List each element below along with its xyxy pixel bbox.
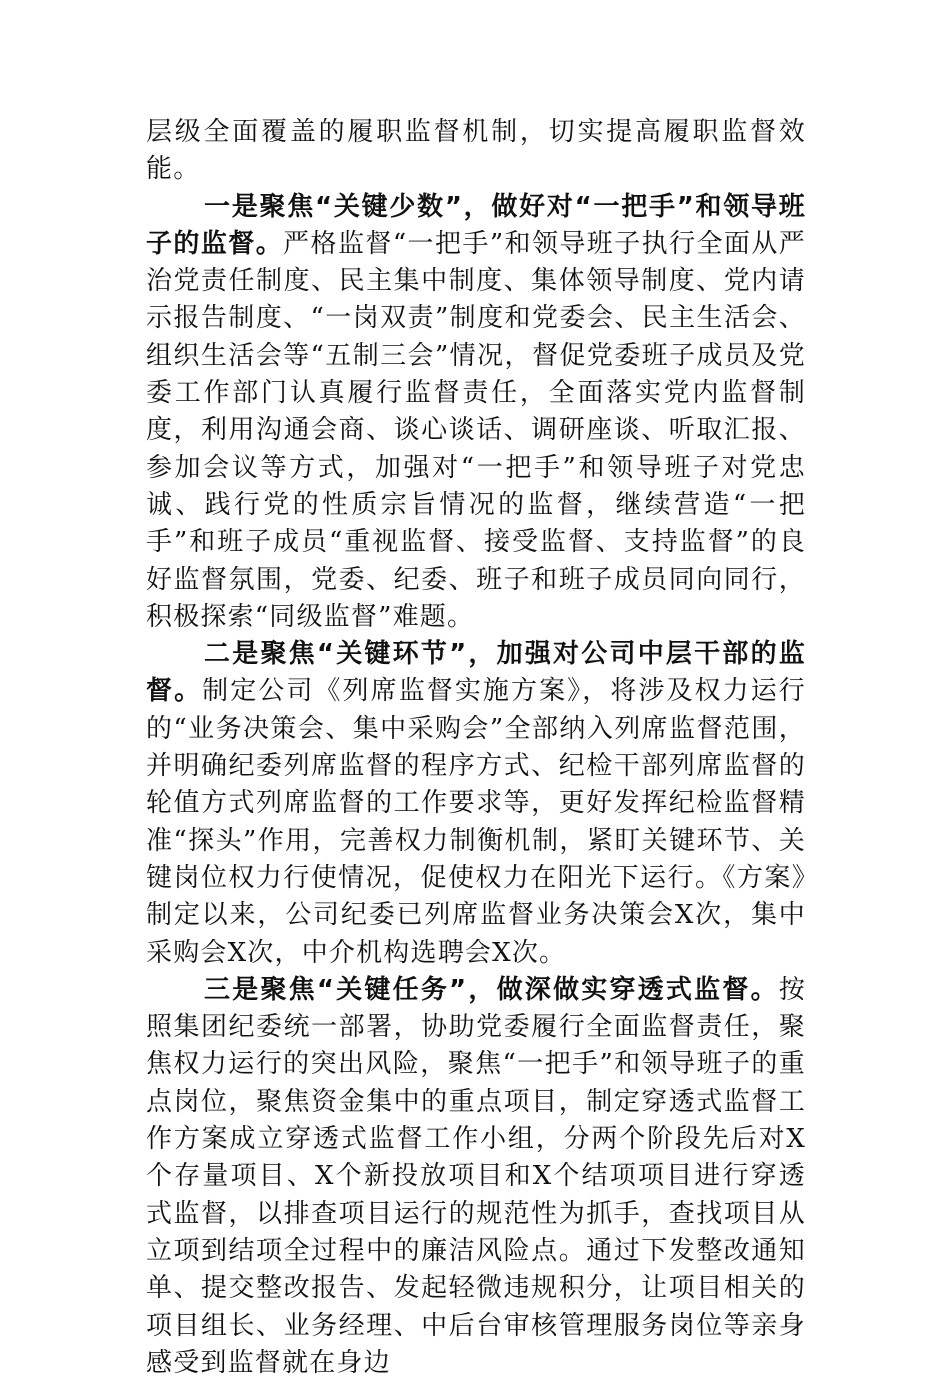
document-body bbox=[146, 114, 806, 1382]
paragraph-3 bbox=[146, 972, 806, 1382]
paragraph-1-body: 严格监督“一把手”和领导班子执行全面从严治党责任制度、民主集中制度、集体领导制度、党内请示报告制度、“一岗双责”制度和党委会、民主生活会、组织生活会等“五制三会”情况，督促党委班子成员及党委工作部门认真履行监督责任，全面落实党内监督制度，利用沟通会商、谈心谈话、调研座谈、听取汇报、参加会议等方式，加强对“一把手”和领导班子对党忠诚、践行党的性质宗旨情况的监督，继续营造“一把手”和班子成员“重视监督、接受监督、支持监督”的良好监督氛围，党委、纪委、班子和班子成员同向同行，积极探索“同级监督”难题。 bbox=[146, 228, 806, 632]
paragraph-3-lead: 三是聚焦“关键任务”，做深做实穿透式监督。 bbox=[204, 974, 779, 1005]
paragraph-2-lead: 二是聚焦“关键环节”，加强对公司中层干部的监督。 bbox=[146, 639, 806, 707]
paragraph-2 bbox=[146, 636, 806, 972]
intro-line: 层级全面覆盖的履职监督机制，切实提高履职监督效能。 bbox=[146, 117, 806, 185]
paragraph-1 bbox=[146, 189, 806, 637]
paragraph-2-body: 制定公司《列席监督实施方案》，将涉及权力运行的“业务决策会、集中采购会”全部纳入列席监督范围，并明确纪委列席监督的程序方式、纪检干部列席监督的轮值方式列席监督的工作要求等，更好发挥纪检监督精准“探头”作用，完善权力制衡机制，紧盯关键环节、关键岗位权力行使情况，促使权力在阳光下运行。《方案》制定以来，公司纪委已列席监督业务决策会X次，集中采购会X次，中介机构选聘会X次。 bbox=[146, 676, 806, 968]
paragraph-1-lead: 一是聚焦“关键少数”，做好对“一把手”和领导班子的监督。 bbox=[146, 191, 806, 259]
paragraph-3-body: 按照集团纪委统一部署，协助党委履行全面监督责任，聚焦权力运行的突出风险，聚焦“一把手”和领导班子的重点岗位，聚焦资金集中的重点项目，制定穿透式监督工作方案成立穿透式监督工作小组，分两个阶段先后对X个存量项目、X个新投放项目和X个结项项目进行穿透式监督，以排查项目运行的规范性为抓手，查找项目从立项到结项全过程中的廉洁风险点。通过下发整改通知单、提交整改报告、发起轻微违规积分，让项目相关的项目组长、业务经理、中后台审核管理服务岗位等亲身感受到监督就在身边 bbox=[146, 974, 806, 1378]
